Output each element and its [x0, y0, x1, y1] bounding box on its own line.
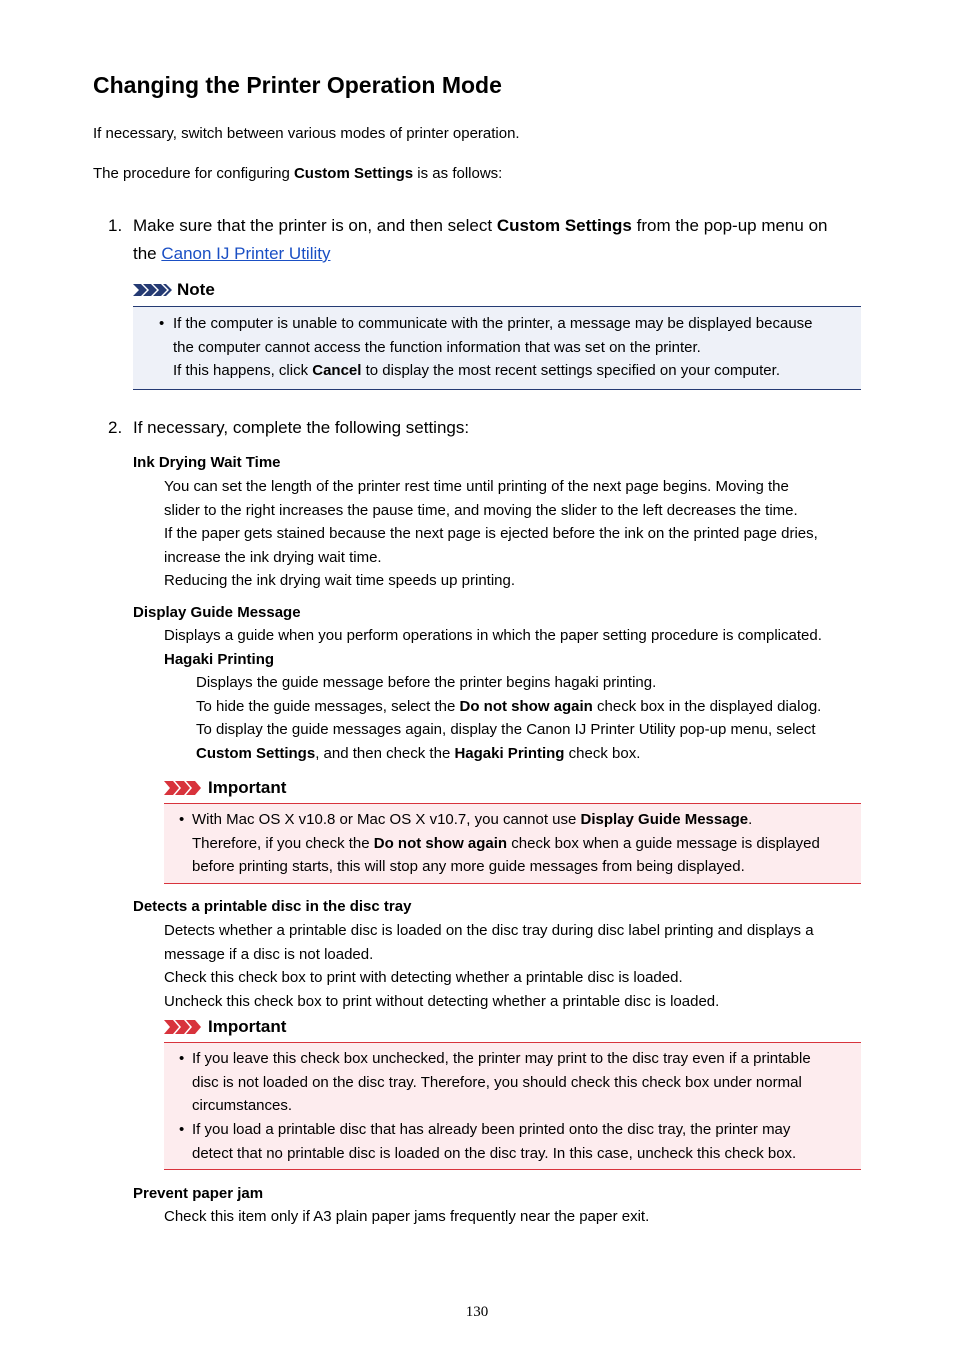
important-title: Important	[208, 1017, 287, 1036]
important-heading	[164, 1016, 286, 1038]
canon-ij-printer-utility-link[interactable]: Canon IJ Printer Utility	[161, 244, 331, 263]
procedure-paragraph: The procedure for configuring Custom Settings is as follows:	[93, 165, 503, 182]
important-arrows-icon	[164, 1019, 204, 1035]
note-title: Note	[177, 280, 215, 299]
intro-paragraph: If necessary, switch between various modes of printer operation.	[93, 125, 520, 142]
important-bullet: •	[179, 1050, 185, 1067]
note-bullet: •	[159, 315, 165, 332]
note-arrows-icon	[133, 282, 173, 298]
disc-detect-term: Detects a printable disc in the disc tray	[133, 898, 412, 915]
display-guide-term: Display Guide Message	[133, 604, 301, 621]
important-text: With Mac OS X v10.8 or Mac OS X v10.7, you cannot use Display Guide Message. Therefore, if you check the Do not show again check box when a guide message is displayed before printing starts, this will stop any more guide messages from being displayed.	[192, 811, 820, 875]
step-text: Make sure that the printer is on, and then select Custom Settings from the pop-up menu on the Canon IJ Printer Utility	[133, 216, 828, 263]
hagaki-printing-term: Hagaki Printing	[164, 650, 275, 668]
important-text: If you leave this check box unchecked, the printer may print to the disc tray even if a printable disc is not loaded on the disc tray. Therefore, you should check this check box under normal circumstances.	[192, 1050, 811, 1114]
step-text: If necessary, complete the following settings:	[133, 418, 470, 437]
note-text: If the computer is unable to communicate with the printer, a message may be displayed because the computer cannot access the function information that was set on the printer. If this happens, click Cancel to display the most recent settings specified on your computer.	[173, 315, 813, 379]
page-number: 130	[465, 1304, 489, 1320]
display-guide-description: Displays a guide when you perform operations in which the paper setting procedure is complicated. Hagaki Printing	[164, 624, 822, 671]
step-number: 2.	[108, 418, 123, 437]
ink-drying-description: You can set the length of the printer rest time until printing of the next page begins. Moving the slider to the right increases the pause time, and moving the slider to the left decreases the time. If the paper gets stained because the next page is ejected before the ink on the printed page dries, increase the ink drying wait time. Reducing the ink drying wait time speeds up printing.	[164, 478, 818, 589]
paper-jam-term: Prevent paper jam	[133, 1185, 264, 1202]
paper-jam-description: Check this item only if A3 plain paper jams frequently near the paper exit.	[164, 1208, 650, 1225]
note-box	[133, 306, 861, 390]
step-number: 1.	[108, 216, 123, 235]
important-bullet: •	[179, 811, 185, 828]
important-box-1	[164, 803, 861, 884]
important-arrows-icon	[164, 780, 204, 796]
important-box-2	[164, 1042, 861, 1170]
important-title: Important	[208, 778, 287, 797]
note-heading	[133, 279, 215, 301]
important-heading	[164, 777, 286, 799]
hagaki-printing-description: Displays the guide message before the printer begins hagaki printing. To hide the guide messages, select the Do not show again check box in the displayed dialog. To display the guide messages again, display the Canon IJ Printer Utility pop-up menu, select Custom Settings, and then check the Hagaki Printing check box.	[196, 674, 822, 762]
important-bullet: •	[179, 1121, 185, 1138]
ink-drying-term: Ink Drying Wait Time	[133, 454, 281, 471]
disc-detect-description: Detects whether a printable disc is loaded on the disc tray during disc label printing and displays a message if a disc is not loaded. Check this check box to print with detecting whether a printable disc is loaded. Uncheck this check box to print without detecting whether a printable disc is loaded.	[164, 922, 814, 1010]
important-text: If you load a printable disc that has already been printed onto the disc tray, the printer may detect that no printable disc is loaded on the disc tray. In this case, uncheck this check box.	[192, 1121, 797, 1162]
page-title: Changing the Printer Operation Mode	[93, 72, 502, 98]
